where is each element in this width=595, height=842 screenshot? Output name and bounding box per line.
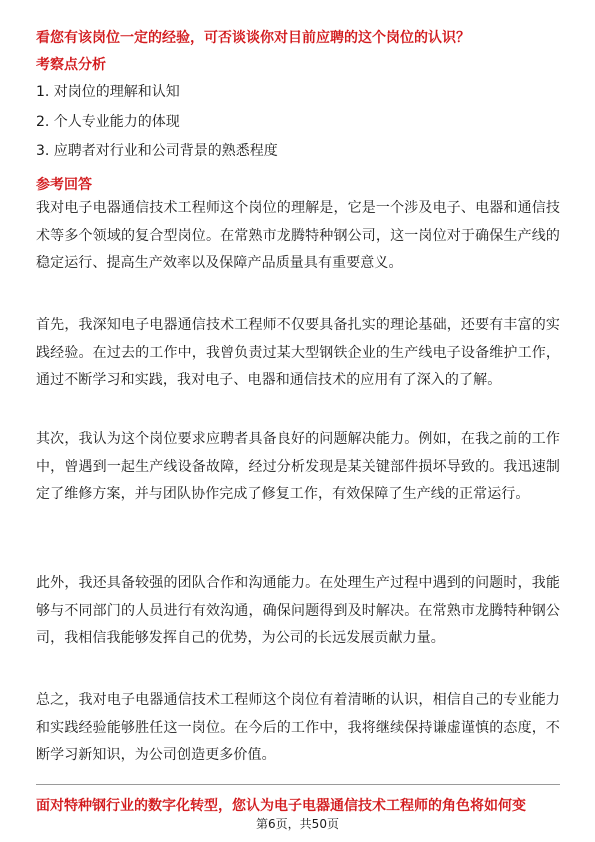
analysis-point: 3. 应聘者对行业和公司背景的熟悉程度 [36, 143, 278, 159]
answer-paragraph: 此外，我还具备较强的团队合作和沟通能力。在处理生产过程中遇到的问题时，我能够与不同部门的人员进行有效沟通，确保问题得到及时解决。在常熟市龙腾特种钢公司，我相信我能够发挥自己的优势，为公司的长远发展贡献力量。 [36, 575, 560, 646]
analysis-title: 考察点分析 [36, 57, 106, 73]
page-number: 第6页，共50页 [256, 817, 339, 831]
answer-paragraph: 我对电子电器通信技术工程师这个岗位的理解是，它是一个涉及电子、电器和通信技术等多个领域的复合型岗位。在常熟市龙腾特种钢公司，这一岗位对于确保生产线的稳定运行、提高生产效率以及保障产品质量具有重要意义。 [36, 200, 560, 271]
answer-title: 参考回答 [36, 177, 92, 193]
answer-paragraph: 首先，我深知电子电器通信技术工程师不仅要具备扎实的理论基础，还要有丰富的实践经验。在过去的工作中，我曾负责过某大型钢铁企业的生产线电子设备维护工作，通过不断学习和实践，我对电子、电器和通信技术的应用有了深入的了解。 [36, 317, 560, 388]
answer-paragraph: 其次，我认为这个岗位要求应聘者具备良好的问题解决能力。例如，在我之前的工作中，曾遇到一起生产线设备故障，经过分析发现是某关键部件损坏导致的。我迅速制定了维修方案，并与团队协作完成了修复工作，有效保障了生产线的正常运行。 [36, 431, 560, 502]
next-question-heading: 面对特种钢行业的数字化转型，您认为电子电器通信技术工程师的角色将如何变 [36, 798, 526, 814]
analysis-point: 2. 个人专业能力的体现 [36, 114, 180, 130]
analysis-point: 1. 对岗位的理解和认知 [36, 84, 180, 100]
answer-paragraph: 总之，我对电子电器通信技术工程师这个岗位有着清晰的认识，相信自己的专业能力和实践经验能够胜任这一岗位。在今后的工作中，我将继续保持谦虚谨慎的态度，不断学习新知识，为公司创造更多价值。 [36, 692, 560, 763]
question-heading: 看您有该岗位一定的经验，可否谈谈你对目前应聘的这个岗位的认识？ [36, 30, 470, 46]
divider-line [36, 784, 560, 785]
